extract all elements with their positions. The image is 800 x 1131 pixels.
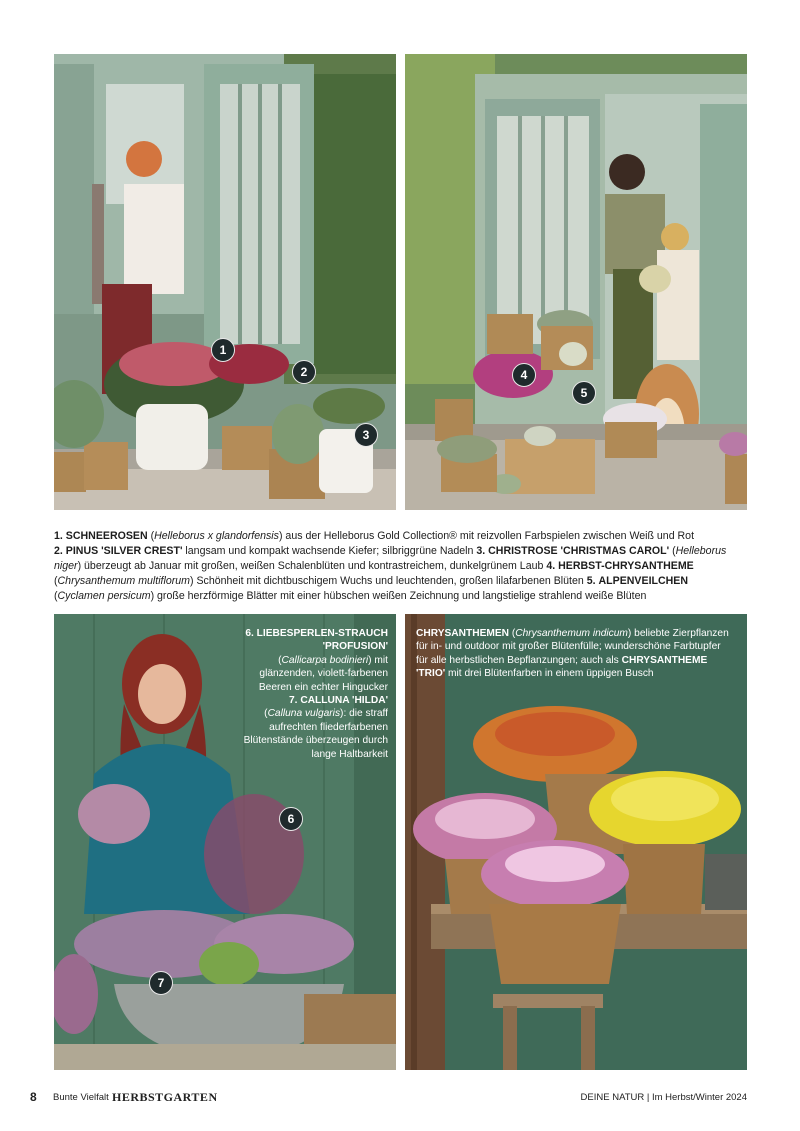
photo-chrysanthemum-baskets bbox=[405, 614, 747, 1070]
plant-description: überzeugt ab Januar mit großen, weißen Schalenblüten und kontrastreichem, dunkelgrünem Laub bbox=[81, 560, 544, 572]
plant-name-trio: CHRYSANTHEME 'TRIO' bbox=[416, 654, 708, 680]
paren-open: ( bbox=[147, 530, 155, 542]
plant-name: ALPENVEILCHEN bbox=[598, 575, 688, 587]
photo-shed-family-dog bbox=[405, 54, 747, 510]
item-number: 7. bbox=[289, 695, 298, 707]
photo-patio-woman bbox=[54, 54, 396, 510]
plant-name: CALLUNA 'HILDA' bbox=[300, 695, 388, 707]
marker-4: 4 bbox=[512, 363, 536, 387]
overlay-text-left: 6. LIEBESPERLEN-STRAUCH 'PROFUSION' (Callicarpa bodinieri) mit glänzenden, violett-farbenen Beeren ein echter Hingucker 7. CALLUNA 'HILDA' (Calluna vulgaris): die straff aufrechten fliederfarbenen Blütenstände überzeugen durch lange Haltbarkeit bbox=[243, 628, 388, 760]
marker-1: 1 bbox=[211, 338, 235, 362]
plant-description: aus der Helleborus Gold Collection® mit reizvollen Farbspielen zwischen Weiß und Rot bbox=[282, 530, 695, 542]
marker-5: 5 bbox=[572, 381, 596, 405]
paren-open: ( bbox=[54, 590, 58, 602]
item-number: 2. bbox=[54, 545, 63, 557]
item-number: 3. bbox=[476, 545, 486, 557]
plant-description: Schönheit mit dichtbuschigem Wuchs und leuchtenden, großen lilafarbenen Blüten bbox=[193, 575, 584, 587]
plant-description: mit glänzenden, violett-farbenen Beeren ein echter Hingucker bbox=[258, 654, 388, 693]
footer-title: HERBSTGARTEN bbox=[112, 1090, 218, 1104]
plant-description: mit drei Blütenfarben in einem üppigen Busch bbox=[448, 668, 654, 680]
paren-close: ) bbox=[190, 575, 194, 587]
caption-item-1 bbox=[54, 530, 694, 542]
scientific-name: Calluna vulgaris bbox=[267, 708, 341, 720]
scientific-name: Callicarpa bodinieri bbox=[281, 654, 369, 666]
plant-description: langsam und kompakt wachsende Kiefer; silbriggrüne Nadeln bbox=[182, 545, 474, 557]
paren-open: ( bbox=[54, 575, 58, 587]
plant-name: CHRYSANTHEMEN bbox=[416, 628, 510, 639]
scientific-name: Chrysanthemum multiflorum bbox=[57, 575, 190, 587]
plant-description: beliebte Zierpflanzen für in- und outdoor mit großer Blütenfülle; wunderschöne Farbtupfer für alle herbstlichen Bepflanzungen; auch als bbox=[416, 628, 729, 666]
plant-name: PINUS 'SILVER CREST' bbox=[65, 545, 183, 557]
page-number: 8 bbox=[30, 1090, 37, 1104]
plant-name: SCHNEEROSEN bbox=[65, 530, 148, 542]
paren-close: ) bbox=[278, 530, 283, 542]
scientific-name: Helleborus niger bbox=[54, 545, 727, 572]
plant-name: HERBST-CHRYSANTHEME bbox=[558, 560, 694, 572]
footer-section-label: Bunte Vielfalt bbox=[53, 1092, 109, 1103]
item-number: 5. bbox=[586, 575, 596, 587]
caption-plant-list bbox=[54, 529, 749, 604]
plant-name: CHRISTROSE 'CHRISTMAS CAROL' bbox=[488, 545, 670, 557]
marker-7: 7 bbox=[149, 971, 173, 995]
plant-description: : die straff aufrechten fliederfarbenen Blütenstände überzeugen durch lange Haltbarkeit bbox=[243, 708, 388, 760]
marker-3: 3 bbox=[354, 423, 378, 447]
plant-name: LIEBESPERLEN-STRAUCH 'PROFUSION' bbox=[256, 628, 388, 653]
scientific-name: Cyclamen persicum bbox=[57, 590, 151, 602]
marker-6: 6 bbox=[279, 807, 303, 831]
paren-open: ( bbox=[669, 545, 676, 557]
caption-item-2 bbox=[54, 545, 473, 557]
overlay-text-right: CHRYSANTHEMEN (Chrysanthemum indicum) beliebte Zierpflanzen für in- und outdoor mit großer Blütenfülle; wunderschöne Farbtupfer für alle herbstlichen Bepflanzungen; auch als CHRYSANTHEME 'TRIO' mit drei Blütenfarben in einem üppigen Busch bbox=[416, 628, 729, 680]
scientific-name: Chrysanthemum indicum bbox=[515, 628, 628, 639]
footer-magazine: DEINE NATUR | Im Herbst/Winter 2024 bbox=[580, 1092, 747, 1103]
plant-description: große herzförmige Blätter mit einer hübschen weißen Zeichnung und langstielige strahlend weiße Blüten bbox=[154, 590, 647, 602]
item-number: 6. bbox=[245, 628, 254, 639]
marker-2: 2 bbox=[292, 360, 316, 384]
paren-close: ) bbox=[150, 590, 155, 602]
item-number: 1. bbox=[54, 530, 63, 542]
paren-close: ) bbox=[77, 560, 82, 572]
item-number: 4. bbox=[546, 560, 556, 572]
scientific-name: Helleborus x glandorfensis bbox=[154, 530, 279, 542]
